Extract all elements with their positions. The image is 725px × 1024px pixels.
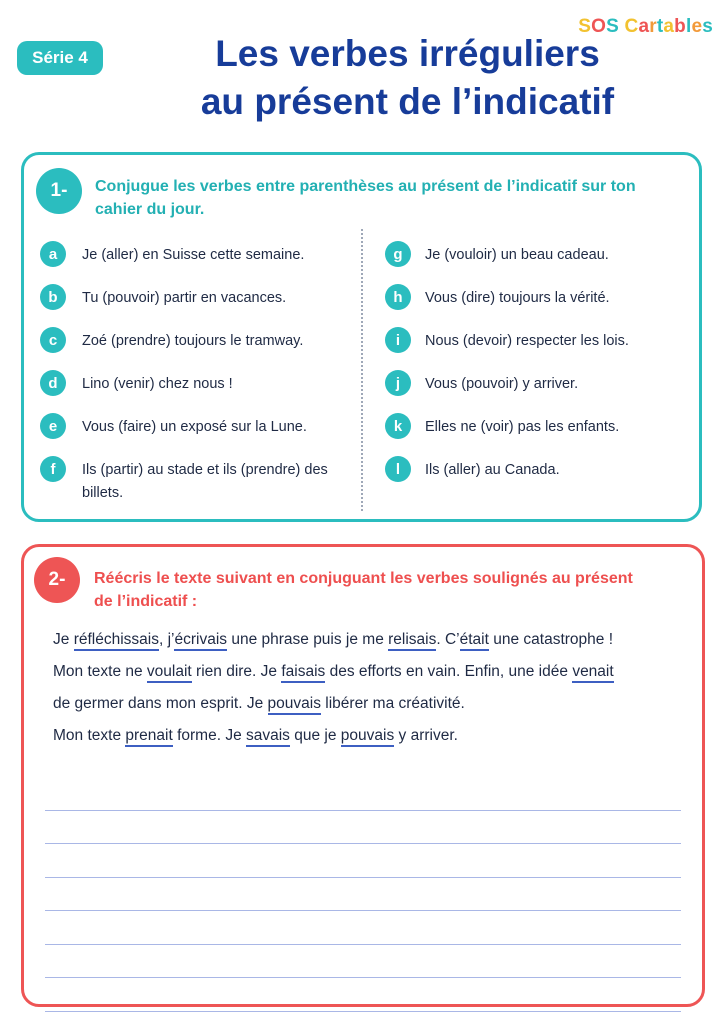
serie-badge: Série 4	[17, 41, 103, 75]
item-letter-badge: f	[40, 456, 66, 482]
brand-letter: S	[578, 16, 592, 37]
item-sentence: Vous (faire) un exposé sur la Lune.	[82, 419, 307, 435]
passage-line	[53, 720, 693, 752]
item-sentence: Lino (venir) chez nous !	[82, 376, 233, 392]
underlined-verb: écrivais	[174, 631, 227, 651]
item-sentence: Vous (dire) toujours la vérité.	[425, 290, 610, 306]
item-sentence: Ils (aller) au Canada.	[425, 462, 560, 478]
item-letter-badge: d	[40, 370, 66, 396]
brand-letter: C	[624, 16, 639, 37]
item-letter-badge: i	[385, 327, 411, 353]
exercise-item-k	[383, 413, 693, 456]
exercise-item-j	[383, 370, 693, 413]
exercise-item-e	[40, 413, 358, 456]
underlined-verb: faisais	[281, 663, 325, 683]
item-letter-badge: g	[385, 241, 411, 267]
exercise-item-g	[383, 241, 693, 284]
underlined-verb: pouvais	[341, 727, 394, 747]
underlined-verb: prenait	[125, 727, 172, 747]
brand-letter: O	[591, 16, 607, 37]
writing-line	[45, 777, 681, 811]
item-letter-badge: l	[385, 456, 411, 482]
passage-text-segment: forme. Je	[172, 727, 246, 744]
passage-text-segment: rien dire. Je	[191, 663, 282, 680]
exercise-instruction: Conjugue les verbes entre parenthèses au présent de l’indicatif sur ton cahier du jour.	[95, 178, 636, 218]
page-title-line-2: au présent de l’indicatif	[200, 81, 615, 122]
item-sentence: Ils (partir) au stade et ils (prendre) des billets.	[82, 462, 328, 501]
brand-letter: s	[702, 16, 713, 37]
exercise-item-c	[40, 327, 358, 370]
exercise-item-f	[40, 456, 358, 512]
item-letter-badge: k	[385, 413, 411, 439]
passage-text-segment: des efforts en vain. Enfin, une idée	[325, 663, 573, 680]
passage-text-segment: Mon texte	[53, 727, 126, 744]
exercise-1-box	[21, 152, 702, 522]
exercise-item-d	[40, 370, 358, 413]
item-letter-badge: b	[40, 284, 66, 310]
underlined-verb: était	[460, 631, 489, 651]
item-letter-badge: j	[385, 370, 411, 396]
item-sentence: Nous (devoir) respecter les lois.	[425, 333, 629, 349]
exercise-2-box	[21, 544, 705, 1007]
item-sentence: Je (aller) en Suisse cette semaine.	[82, 247, 305, 263]
exercise-number-badge: 2-	[34, 557, 80, 603]
passage-text-segment: une phrase puis je me	[227, 631, 389, 648]
underlined-verb: voulait	[147, 663, 192, 683]
passage-text-segment: Je	[53, 631, 74, 648]
brand-letter: l	[685, 16, 692, 37]
column-divider	[361, 229, 363, 511]
item-sentence: Je (vouloir) un beau cadeau.	[425, 247, 609, 263]
underlined-verb: pouvais	[268, 695, 321, 715]
exercise-column-left	[40, 241, 358, 512]
passage-text	[53, 624, 693, 752]
item-letter-badge: c	[40, 327, 66, 353]
writing-line	[45, 978, 681, 1012]
brand-letter: t	[656, 16, 664, 37]
underlined-verb: réfléchissais	[74, 631, 159, 651]
passage-text-segment: de germer dans mon esprit. Je	[53, 695, 268, 712]
brand-letter: S	[606, 16, 620, 37]
page-title-line-1: Les verbes irréguliers	[215, 33, 600, 74]
passage-line	[53, 656, 693, 688]
underlined-verb: venait	[572, 663, 613, 683]
exercise-item-b	[40, 284, 358, 327]
underlined-verb: relisais	[388, 631, 436, 651]
exercise-item-i	[383, 327, 693, 370]
item-sentence: Tu (pouvoir) partir en vacances.	[82, 290, 287, 306]
brand-letter: e	[691, 16, 703, 37]
exercise-item-h	[383, 284, 693, 327]
exercise-item-a	[40, 241, 358, 284]
passage-text-segment: , j’	[158, 631, 175, 648]
item-letter-badge: e	[40, 413, 66, 439]
passage-line	[53, 624, 693, 656]
brand-letter: b	[674, 16, 686, 37]
brand-letter: a	[638, 16, 650, 37]
writing-line	[45, 911, 681, 945]
item-sentence: Elles ne (voir) pas les enfants.	[425, 419, 620, 435]
passage-text-segment: . C’	[436, 631, 460, 648]
item-sentence: Zoé (prendre) toujours le tramway.	[82, 333, 304, 349]
brand-letter: a	[663, 16, 675, 37]
passage-line	[53, 688, 693, 720]
passage-text-segment: libérer ma créativité.	[320, 695, 465, 712]
writing-line	[45, 945, 681, 979]
item-sentence: Vous (pouvoir) y arriver.	[425, 376, 579, 392]
exercise-number-badge: 1-	[36, 168, 82, 214]
writing-lines	[45, 777, 681, 1012]
exercise-column-right	[383, 241, 693, 499]
writing-line	[45, 878, 681, 912]
writing-line	[45, 811, 681, 845]
underlined-verb: savais	[246, 727, 290, 747]
page-title	[110, 30, 705, 126]
exercise-instruction: Réécris le texte suivant en conjuguant les verbes soulignés au présent de l’indicatif :	[94, 570, 633, 610]
exercise-item-l	[383, 456, 693, 499]
passage-text-segment: que je	[289, 727, 341, 744]
passage-text-segment: une catastrophe !	[488, 631, 614, 648]
writing-line	[45, 844, 681, 878]
passage-text-segment: y arriver.	[394, 727, 458, 744]
item-letter-badge: h	[385, 284, 411, 310]
item-letter-badge: a	[40, 241, 66, 267]
passage-text-segment: Mon texte ne	[53, 663, 147, 680]
brand-letter: r	[649, 16, 657, 37]
